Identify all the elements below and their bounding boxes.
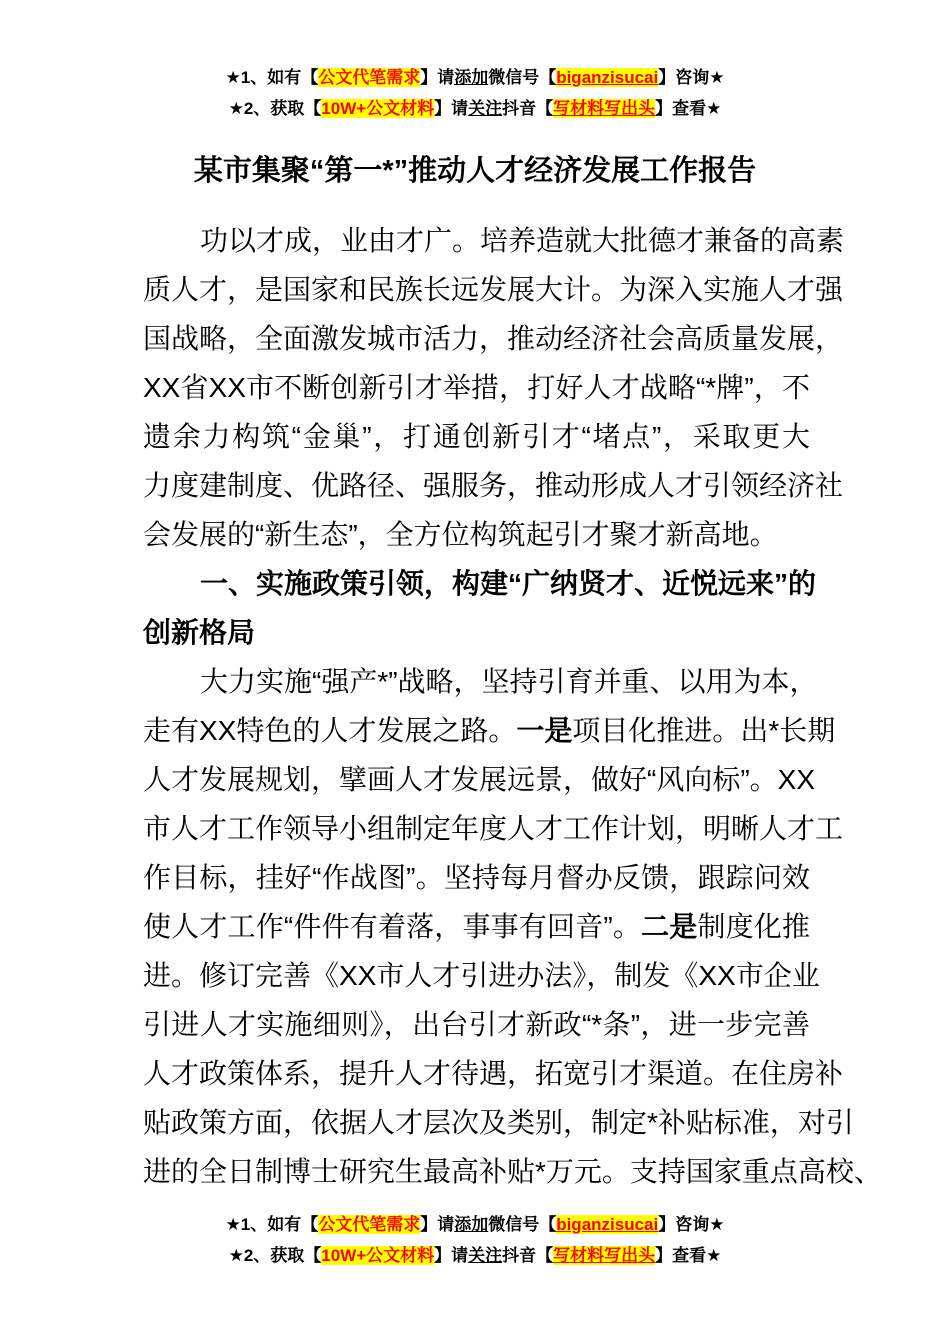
paragraph-line: 进。修订完善《XX市人才引进办法》，制发《XX市企业 (143, 960, 820, 991)
wechat-account-text: biganzisucai (556, 68, 659, 87)
paragraph-line: 遗余力构筑“金巢”，打通创新引才“堵点”，采取更大 (143, 421, 810, 452)
promo-text: 】咨询★ (658, 1215, 725, 1234)
paragraph-line: 进的全日制博士研究生最高补贴*万元。支持国家重点高校、 (143, 1156, 882, 1187)
promo-text: ★2、获取【 (228, 99, 322, 118)
promo-footer-line-1 (0, 1209, 950, 1240)
promo-text: ★1、如有【 (225, 68, 319, 87)
paragraph-line: 力度建制度、优路径、强服务，推动形成人才引领经济社 (143, 470, 844, 501)
highlighted-material-text: 10W+公文材料 (321, 1246, 435, 1265)
promo-text: 】查看★ (655, 1246, 722, 1265)
paragraph-line: XX省XX市不断创新引才举措，打好人才战略“*牌”，不 (143, 372, 810, 403)
promo-text: 微信号【 (488, 1215, 557, 1234)
paragraph-line: 贴政策方面，依据人才层次及类别，制定*补贴标准，对引 (143, 1107, 854, 1138)
underlined-action-text: 添加 (454, 1215, 489, 1234)
paragraph-line: 国战略，全面激发城市活力，推动经济社会高质量发展， (143, 323, 844, 354)
promo-header-line-1 (0, 62, 950, 93)
underlined-action-text: 关注 (468, 1246, 503, 1265)
paragraph-line: 市人才工作领导小组制定年度人才工作计划，明晰人才工 (143, 813, 844, 844)
underlined-action-text: 关注 (468, 99, 503, 118)
highlighted-service-text: 公文代笔需求 (318, 1215, 421, 1234)
document-title: 某市集聚“第一*”推动人才经济发展工作报告 (193, 155, 757, 187)
douyin-account-text: 写材料写出头 (553, 1246, 656, 1265)
paragraph-line: 引进人才实施细则》，出台引才新政“*条”，进一步完善 (143, 1009, 810, 1040)
section-heading-line: 创新格局 (143, 617, 256, 648)
document-body (143, 216, 882, 1196)
paragraph-text: 项目化推进。出*长期 (572, 715, 836, 746)
paragraph-line: 作目标，挂好“作战图”。坚持每月督办反馈，跟踪问效 (143, 862, 810, 893)
paragraph-line: 大力实施“强产*”战略，坚持引育并重、以用为本， (200, 666, 818, 697)
paragraph-line: 功以才成，业由才广。培养造就大批德才兼备的高素 (200, 225, 845, 256)
promo-text: 】请 (434, 99, 469, 118)
promo-text: 】请 (434, 1246, 469, 1265)
promo-text: 微信号【 (488, 68, 557, 87)
douyin-account-text: 写材料写出头 (553, 99, 656, 118)
paragraph-line: 人才政策体系，提升人才待遇，拓宽引才渠道。在住房补 (143, 1058, 844, 1089)
section-heading-line: 一、实施政策引领，构建“广纳贤才、近悦远来”的 (200, 568, 817, 599)
inline-bold-marker: 一是 (516, 715, 573, 746)
highlighted-service-text: 公文代笔需求 (318, 68, 421, 87)
paragraph-line: 人才发展规划，擘画人才发展远景，做好“风向标”。XX (143, 764, 816, 795)
promo-header (0, 0, 950, 124)
paragraph-line: 会发展的“新生态”，全方位构筑起引才聚才新高地。 (143, 519, 778, 550)
paragraph-text: 使人才工作“件件有着落，事事有回音”。 (143, 911, 642, 942)
promo-text: 】查看★ (655, 99, 722, 118)
promo-text: 抖音【 (502, 1246, 554, 1265)
promo-text: 】咨询★ (658, 68, 725, 87)
promo-text: 】请 (420, 68, 455, 87)
inline-bold-marker: 二是 (641, 911, 698, 942)
paragraph-line (143, 706, 836, 755)
promo-text: 抖音【 (502, 99, 554, 118)
promo-text: ★2、获取【 (228, 1246, 322, 1265)
paragraph-line: 质人才，是国家和民族长远发展大计。为深入实施人才强 (143, 274, 844, 305)
underlined-action-text: 添加 (454, 68, 489, 87)
promo-footer-line-2 (0, 1240, 950, 1271)
paragraph-line (143, 902, 810, 951)
promo-footer (0, 1209, 950, 1271)
promo-text: ★1、如有【 (225, 1215, 319, 1234)
paragraph-text: 制度化推 (697, 911, 810, 942)
promo-text: 】请 (420, 1215, 455, 1234)
highlighted-material-text: 10W+公文材料 (321, 99, 435, 118)
wechat-account-text: biganzisucai (556, 1215, 659, 1234)
promo-header-line-2 (0, 93, 950, 124)
paragraph-text: 走有XX特色的人才发展之路。 (143, 715, 517, 746)
